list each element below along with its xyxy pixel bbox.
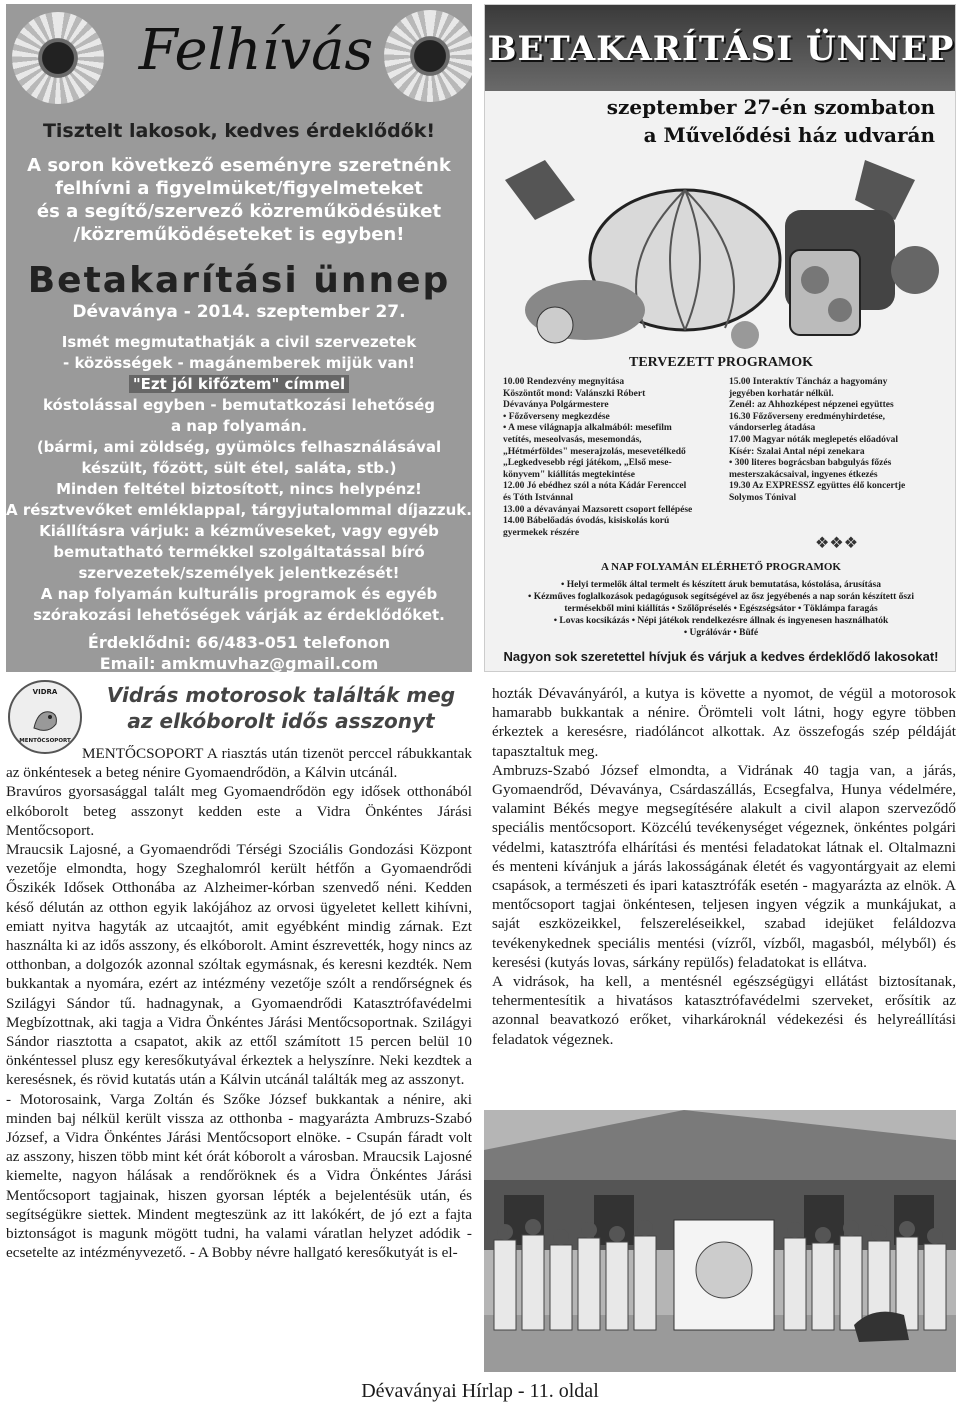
page-footer: Dévaványai Hírlap - 11. oldal <box>361 1380 599 1402</box>
poster-greeting: Tisztelt lakosok, kedves érdeklődők! <box>42 120 436 142</box>
article-paragraph: Mraucsik Lajosné, a Gyomaendrődi Térségi Szociális Gondozási Központ vezetője elmondta, hogy Szeghalomról került hétfőn a Gyomaendrődi Őszikék Idősek Otthonába az Alzheimer-kórban szenvedő néni. Kedden késő délután az otthon egyik lakójához az orvosi ügyeletet kellett kihívni, emiatt nyitva hagyták az utcaajtót, amit egyébként mindig zárnak. Ezt használta ki az idős asszony, és elkóborolt. Amint észrevették, hogy nincs az otthonban, a dolgozók azonnal szóltak egymásnak, és keresni kezdték. Nem bukkantak a nyomára, ezért az intézmény vezetője szólt a rendőrségnek és Szilágyi Sándor tű. hadnagynak, a Gyomaendrődi Katasztrófavédelmi Megbízottnak, aki tagja a Vidra Önkéntes Járási Mentőcsoportnak. Szilágyi Sándor riasztotta a csapatot, akik az ettől számított 15 percen belül 10 önkéntessel plusz egy keresőkutyával érkeztek a helyszínre. Neki kezdtek a keresésnek, és rövid kutatás után a Kálvin utcánál találták meg az asszonyt. <box>6 841 472 1089</box>
article-column-right <box>492 684 956 1049</box>
article-column-left <box>6 744 472 1262</box>
poster-date: Dévaványa - 2014. szeptember 27. <box>72 302 406 322</box>
otter-icon <box>28 702 62 736</box>
poster-event-title: Betakarítási ünnep <box>27 260 451 301</box>
decoration-ornament: ❖❖❖ <box>815 535 859 552</box>
poster-invitation: Nagyon sok szeretettel hívjuk és várjuk a kedves érdeklődő lakosokat! <box>503 649 939 664</box>
poster-contact: Érdeklődni: 66/483-051 telefonon Email: amkmuvhaz@gmail.com <box>87 633 391 672</box>
allday-programs-title: A NAP FOLYAMÁN ELÉRHETŐ PROGRAMOK <box>601 561 841 573</box>
allday-programs-list: • Helyi termelők által termelt és készített áruk bemutatása, kóstolása, árusítása • Kézműves foglalkozások pedagógusok segítségével az ősz jegyébenés a nap során készített őszi termésekből mini kiállítás • Szőlőpréselés • Egészségsátor • Töklámpa faragás • Lovas kocsikázás • Népi játékok rendelkezésre állnak és ingyenesen használhatók • Ugrálóvár • Büfé <box>528 580 914 638</box>
poster-intro: A soron következő eseményre szeretnénk felhívni a figyelmüket/figyelmeteket és a segítő/szervező közreműködésüket /közreműködéseteket is egyben! <box>27 155 451 245</box>
poster-body: Ismét megmutathatják a civil szervezetek - közösségek - magánemberek mijük van! "Ezt jól kifőztem" címmel kóstolással egyben - bemutatkozási lehetőség a nap folyamán. (bármi, ami zöldség, gyümölcs felhasználásával készült, főzött, sült étel, saláta, stb.) Minden feltétel biztosított, nincs helypénz! A résztvevőket emléklappal, tárgyjutalommal díjazzuk. Kiállításra várjuk: a kézműveseket, vagy egyéb bemutatható termékkel szolgáltatással bíró szervezetek/személyek jelentkezését! A nap folyamán kulturális programok és egyéb szórakozási lehetőségek várják az érdeklődőket. <box>6 333 472 624</box>
poster-venue-line: a Művelődési ház udvarán <box>643 123 935 147</box>
programs-left-column: 10.00 Rendezvény megnyitása Köszöntőt mond: Valánszki Róbert Dévaványa Polgármestere • Főzőverseny megkezdése • A mese világnapja alkalmából: mesefilm vetítés, meseolvasás, mesemondás, „Hétmérföldes" meserajzolás, mesevetélkedő „Legkedvesebb régi játékom, „Első mese- könyvem" kiállítás megtekintése 12.00 Jó ebédhez szól a nóta Kádár Ferenccel és Tóth Istvánnal 13.00 a dévaványai Mazsorett csoport fellépése 14.00 Bábelőadás óvodás, kisiskolás korú gyermekek részére <box>503 377 693 538</box>
article-paragraph: A vidrások, ha kell, a mentésnél egészségügyi ellátást biztosítanak, tehermentesítik a hivatásos katasztrófavédelmi szerveket, erősítik az azonnal beavatkozó erőket, viharkároknál védekezési és helyreállítási feladatok végeznek. <box>492 973 956 1048</box>
sunflower-image <box>12 12 104 104</box>
article-paragraph: - Motorosaink, Varga Zoltán és Szőke József bukkantak a nénire, aki minden baj nélkül került vissza az otthonba - magyarázta Ambruzs-Szabó József, a Vidra Önkéntes Járási Mentőcsoport elnöke. - Csupán fáradt volt az asszony, hiszen több mint két órát kóborolt a városban. Mraucsik Lajosné kiemelte, nagyon hálásak a rendőröknek és a Vidra Önkéntes Járási Mentőcsoport tagjainak, hiszen gyorsan lépték a bejelentésük után, és segítségükre siettek. Mindent megteszünk az itt lakókért, de jó ezt a fajta biztonságot is magunk mögött tudni, ha valami váratlan helyzet adódik - ecsetelte az intézményvezető. - A Bobby névre hallgató keresőkutyát is el- <box>6 1090 472 1262</box>
poster-date-line: szeptember 27-én szombaton <box>606 95 935 119</box>
article-paragraph: Ambruzs-Szabó József elmondta, a Vidrának 40 tagja van, a járás, Gyomaendrőd, Dévaványa, Csárdaszállás, Ecsegfalva, Hunya védelmére, valamint Békés megye megsegítésére alakult a civil alapon szerveződő speciális mentőcsoport. Közcélú tevékenységet végeznek, önkéntes polgári védelmi, katasztrófa elhárítási és mentési feladatokat látnak el. Oltalmazni és menteni kívánjuk a járás lakosságának életét és vagyontárgyait az elemi csapások, a természeti és ipari katasztrófák esetén - magyarázta az elnök. A mentőcsoport tagjai önkéntesen, teljesen ingyen végzik a munkájukat, a saját eszközeikkel, felszereléseikkel, szabad idejüket feláldozva tevékenykednek speciális mentési (vízről, vízből, magasból, mélyből) és keresési (kutyás lovas, sárkány repülős) feladatokat is ellátva. <box>492 761 956 971</box>
programs-title: TERVEZETT PROGRAMOK <box>629 355 813 370</box>
article-paragraph: hozták Dévaványáról, a kutya is követte a nyomot, de végül a motorosok hamarabb bukkantak a nénire. Örömteli volt látni, hogy egyre többen érkeztek a keresésre, riadóláncot alkottak. Az összefogás szép példáját tapasztaltuk meg. <box>492 685 956 760</box>
programs-right-column: 15.00 Interaktív Táncház a hagyomány jegyében korhatár nélkül. Zenél: az Ahhozképest népzenei együttes 16.30 Főzőverseny eredményhirdetése, vándorserleg átadása 17.00 Magyar nóták meglepetés előadóval Kísér: Szalai Antal népi zenekara • 300 literes bográcsban babgulyás főzés mesterszakácsaival, ingyenes étkezés 19.30 Az EXPRESSZ együttes élő koncertje Solymos Tónival <box>729 377 906 503</box>
poster-title: BETAKARÍTÁSI ÜNNEP <box>487 29 955 69</box>
group-photo <box>484 1110 956 1372</box>
article-paragraph: Bravúros gyorsasággal talált meg Gyomaendrődön egy idősek otthonából elkóborolt beteg asszonyt kedden este a Vidra Önkéntes Járási Mentőcsoport. <box>6 783 472 839</box>
poster-title: Felhívás <box>138 18 374 83</box>
article-paragraph: MENTŐCSOPORT A riasztás után tizenöt perccel rábukkantak az önkéntesek a beteg nénire Gyomaendrődön, a Kálvin utcánál. <box>6 745 472 782</box>
article-headline: Vidrás motorosok találták meg az elkóborolt idős asszonyt <box>106 683 456 733</box>
felhivas-poster <box>6 4 472 672</box>
betakaritasi-unnep-poster <box>484 4 956 672</box>
harvest-illustration <box>485 150 956 350</box>
vidra-logo: VIDRA MENTŐCSOPORT <box>8 680 82 754</box>
